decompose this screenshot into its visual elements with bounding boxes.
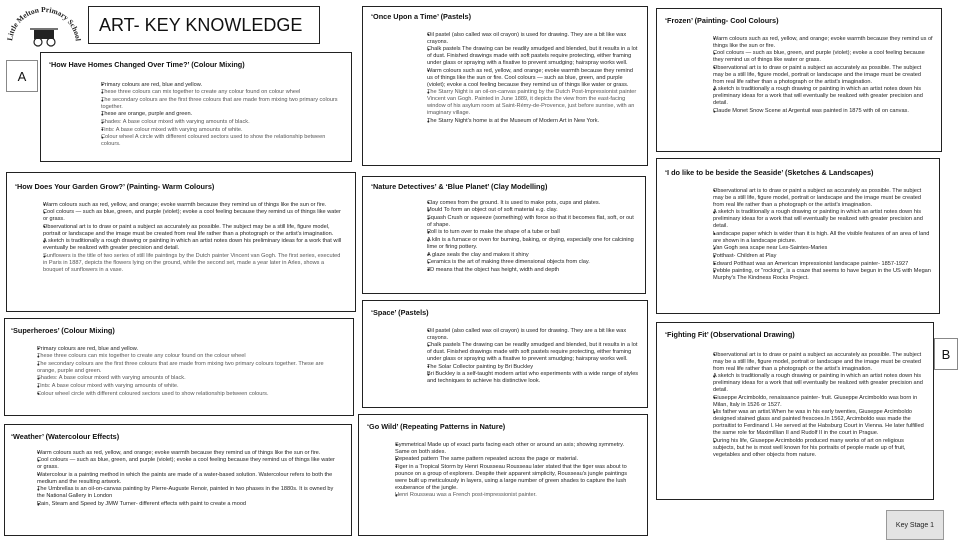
- section-title: ‘I do like to be beside the Seaside’ (Sketches & Landscapes): [665, 168, 874, 177]
- list-item: ● Henri Rousseau was a French post-impressionist painter.: [395, 492, 639, 499]
- section-weather: [4, 424, 352, 536]
- list-item: ● A sketch is traditionally a rough drawing or painting in which an artist notes down his preliminary ideas for a work that will eventually be realized with greater precision and detail.: [713, 373, 925, 394]
- list-item: ● A sketch is traditionally a rough drawing or painting in which an artist notes down his preliminary ideas for a work that will eventually be realized with greater precision and detail.: [43, 238, 345, 252]
- list-item: ● A glaze seals the clay and makes it shiny: [427, 252, 637, 259]
- section-title: ‘Go Wild’ (Repeating Patterns in Nature): [367, 422, 506, 431]
- list-item: ● During his life, Giuseppe Arcimboldo produced many works of art on religious subjects, but he is most well known for his portraits of people made up of fruit, vegetables and other objects from nature.: [713, 438, 925, 459]
- list-item: ● Tints: A base colour mixed with varying amounts of white.: [101, 127, 341, 134]
- list-item: ● The secondary colours are the first three colours that are made from mixing two primary colours together. These are orange, purple and green.: [37, 361, 343, 375]
- list-item: ● Sunflowers is the title of two series of still life paintings by the Dutch painter Vincent van Gogh. The first series, executed in Paris in 1887, depicts the flowers lying on the ground, while the second set, made a year later in Arles, shows a bouquet of sunflowers in a vase.: [43, 253, 345, 274]
- page-title: ART- KEY KNOWLEDGE: [99, 14, 303, 35]
- school-logo: [4, 4, 84, 50]
- list-item: ● Warm colours such as red, yellow, and orange; evoke warmth because they remind us of things like the sun or fire. Cool colours — such as blue, green, and purple (violet); evoke a cool feeling because they remind us of things like water or grass.: [427, 68, 639, 89]
- list-item: ● Shades: A base colour mixed with varying amounts of black.: [37, 375, 343, 382]
- section-go-wild: [358, 414, 648, 536]
- section-title: ‘Nature Detectives’ & ‘Blue Planet’ (Clay Modelling): [371, 182, 548, 191]
- column-tag-a: [6, 60, 38, 92]
- section-fighting-fit: [656, 322, 934, 500]
- list-item: ● Cool colours — such as blue, green, and purple (violet); evoke a cool feeling because they remind us of things like water or grass.: [37, 457, 341, 471]
- list-item: ● Repeated pattern The same pattern repeated across the page or material.: [395, 456, 639, 463]
- key-stage-label: [886, 510, 944, 540]
- section-garden: [6, 172, 356, 312]
- list-item: ● The secondary colours are the first three colours that are made from mixing two primary colours together.: [101, 97, 341, 111]
- section-title: ‘How Have Homes Changed Over Time?’ (Colour Mixing): [49, 60, 245, 69]
- list-item: ● These are orange, purple and green.: [101, 111, 341, 118]
- section-title: ‘Space’ (Pastels): [371, 308, 429, 317]
- section-title: ‘Frozen’ (Painting- Cool Colours): [665, 16, 779, 25]
- list-item: ● These three colours can mix together to create any colour found on the colour wheel: [37, 353, 343, 360]
- list-item: ● Oil pastel (also called wax oil crayon) is used for drawing. They are a bit like wax crayons.: [427, 32, 639, 46]
- bullet-list: [665, 188, 931, 282]
- list-item: ● Cool colours — such as blue, green, and purple (violet); evoke a cool feeling because they remind us of things like water or grass.: [43, 209, 345, 223]
- list-item: ● Observational art is to draw or paint a subject as accurately as possible. The subject may be a still life, figure model, portrait or landscape and the image must be created from real life rather than a photograph or the artist's imagination.: [713, 65, 933, 86]
- section-seaside: [656, 158, 940, 314]
- list-item: ● Pebble painting, or "rocking", is a craze that seems to have begun in the US with Megan Murphy's The Kindness Rocks Project.: [713, 268, 931, 282]
- section-once-upon-a-time: [362, 6, 648, 166]
- section-title: ‘Superheroes’ (Colour Mixing): [11, 326, 115, 335]
- section-title: ‘Weather’ (Watercolour Effects): [11, 432, 120, 441]
- list-item: ● Mould To form an object out of soft material e.g. clay.: [427, 207, 637, 214]
- list-item: ● The Umbrellas is an oil-on-canvas painting by Pierre-Auguste Renoir, painted in two phases in the 1880s. It is owned by the National Gallery in London: [37, 486, 341, 500]
- list-item: ● Oil pastel (also called wax oil crayon) is used for drawing. They are a bit like wax crayons.: [427, 328, 639, 342]
- bullet-list: [665, 352, 925, 459]
- list-item: ● Van Gogh sea scape near Les-Saintes-Maries: [713, 245, 931, 252]
- list-item: ● Cool colours — such as blue, green, and purple (violet); evoke a cool feeling because they remind us of things like water or grass.: [713, 50, 933, 64]
- list-item: ● Observational art is to draw or paint a subject as accurately as possible. The subject may be a still life, figure model, portrait or landscape and the image must be created from real life rather than a photograph or the artist's imagination.: [43, 224, 345, 238]
- list-item: ● Watercolour is a painting method in which the paints are made of a water-based solution. Watercolour refers to both the medium and the resulting artwork.: [37, 472, 341, 486]
- bullet-list: [11, 450, 341, 508]
- list-item: ● A kiln is a furnace or oven for burning, baking, or drying, especially one for calcining lime or firing pottery.: [427, 237, 637, 251]
- list-item: ● The Starry Night's home is at the Museum of Modern Art in New York.: [427, 118, 639, 125]
- list-item: ● Roll is to turn over to make the shape of a tube or ball: [427, 229, 637, 236]
- list-item: ● Potthast- Children at Play: [713, 253, 931, 260]
- bullet-list: [367, 442, 639, 500]
- list-item: ● Shades: A base colour mixed with varying amounts of black.: [101, 119, 341, 126]
- school-logo-text: Little Melton Primary School: [5, 4, 83, 42]
- key-stage-text: Key Stage 1: [895, 521, 935, 529]
- list-item: ● Rain, Steam and Speed by JMW Turner- different effects with paint to create a mood: [37, 501, 341, 508]
- section-nature-detectives: [362, 176, 646, 294]
- list-item: ● Warm colours such as red, yellow, and orange; evoke warmth because they remind us of things like the sun or fire.: [37, 450, 341, 457]
- cart-icon: [30, 29, 58, 46]
- list-item: ● Warm colours such as red, yellow, and orange; evoke warmth because they remind us of things like the sun or fire.: [43, 202, 345, 209]
- list-item: ● Observational art is to draw or paint a subject as accurately as possible. The subject may be a still life, figure model, portrait or landscape and the image must be created from real life rather than a photograph or the artist's imagination.: [713, 188, 931, 209]
- list-item: ● Squash Crush or squeeze (something) with force so that it becomes flat, soft, or out of shape.: [427, 215, 637, 229]
- list-item: ● Ceramics is the art of making three dimensional objects from clay.: [427, 259, 637, 266]
- bullet-list: [11, 346, 343, 398]
- list-item: ● Warm colours such as red, yellow, and orange; evoke warmth because they remind us of things like the sun or fire.: [713, 36, 933, 50]
- section-homes: [40, 52, 352, 162]
- list-item: ● A sketch is traditionally a rough drawing or painting in which an artist notes down his preliminary ideas for a work that will eventually be realized with greater precision and detail.: [713, 86, 933, 107]
- list-item: ● The Starry Night is an oil-on-canvas painting by the Dutch Post-Impressionist painter Vincent van Gogh. Painted in June 1889, it depicts the view from the east-facing window of his asylum room at Saint-Rémy-de-Provence, just before sunrise, with an imaginary village.: [427, 89, 639, 117]
- list-item: ● Chalk pastels The drawing can be readily smudged and blended, but it results in a lot of dust. Finished drawings made with soft pastels require protecting, either framing under glass or spraying with a fixative to prevent smudging; hairspray works well.: [427, 342, 639, 363]
- bullet-list: [371, 328, 639, 386]
- list-item: ● 3D means that the object has height, width and depth: [427, 267, 637, 274]
- column-tag-b-label: B: [941, 346, 951, 362]
- list-item: ● Observational art is to draw or paint a subject as accurately as possible. The subject may be a still life, figure model, portrait or landscape and the image must be created from real life rather than a photograph or the artist's imagination.: [713, 352, 925, 373]
- section-space: [362, 300, 648, 408]
- list-item: ● Primary colours are red, blue and yellow.: [101, 82, 341, 89]
- section-title: ‘Fighting Fit’ (Observational Drawing): [665, 330, 795, 339]
- section-title: ‘Once Upon a Time’ (Pastels): [371, 12, 472, 21]
- section-superheroes: [4, 318, 354, 416]
- bullet-list: [49, 82, 341, 148]
- list-item: ● Chalk pastels The drawing can be readily smudged and blended, but it results in a lot of dust. Finished drawings made with soft pastels require protecting, either framing under glass or spraying with a fixative to prevent smudging; hairspray works well.: [427, 46, 639, 67]
- bullet-list: [371, 200, 637, 274]
- page-title-box: [88, 6, 320, 44]
- list-item: ● His father was an artist.When he was in his early twenties, Giuseppe Arcimboldo designed stained glass and painted frescoes.In 1562, Arcimboldo was made the portraitist to Ferdinand I. He served at the Habsburg Court in Vienna. He later fulfilled the same role for Maximillian II and Rudolf II in the court in Prague.: [713, 409, 925, 437]
- list-item: ● Claude Monet Snow Scene at Argentuil was painted in 1875 with oil on canvas.: [713, 108, 933, 115]
- list-item: ● Edward Potthast was an American impressionist landscape painter- 1857-1927: [713, 261, 931, 268]
- list-item: ● These three colours can mix together to create any colour found on colour wheel: [101, 89, 341, 96]
- column-tag-b: [934, 338, 958, 370]
- section-title: ‘How Does Your Garden Grow?’ (Painting- Warm Colours): [15, 182, 215, 191]
- list-item: ● Tints: A base colour mixed with varying amounts of white.: [37, 383, 343, 390]
- list-item: ● Clay comes from the ground. It is used to make pots, cups and plates.: [427, 200, 637, 207]
- bullet-list: [371, 32, 639, 125]
- list-item: ● Giuseppe Arcimboldo, renaissance painter- fruit. Giuseppe Arcimboldo was born in Milan, Italy in 1526 or 1527.: [713, 395, 925, 409]
- list-item: ● Primary colours are red, blue and yellow.: [37, 346, 343, 353]
- list-item: ● Colour wheel A circle with different coloured sectors used to show the relationship between colours.: [101, 134, 341, 148]
- column-tag-a-label: A: [17, 68, 27, 84]
- list-item: ● Tiger in a Tropical Storm by Henri Rousseau Rousseau later stated that the tiger was about to pounce on a group of explorers. Despite their apparent simplicity, Rousseau's jungle paintings were built up meticulously in layers, using a large number of green shades to capture the lush exuberance of the jungle.: [395, 464, 639, 492]
- list-item: ● Symmetrical Made up of exact parts facing each other or around an axis; showing symmetry. Same on both sides.: [395, 442, 639, 456]
- bullet-list: [15, 202, 345, 274]
- section-frozen: [656, 8, 942, 152]
- list-item: ● Colour wheel circle with different coloured sectors used to show relationship between colours.: [37, 391, 343, 398]
- bullet-list: [665, 36, 933, 115]
- list-item: ● Landscape paper which is wider than it is high. All the visible features of an area of land are shown in a landscape picture.: [713, 231, 931, 245]
- list-item: ● A sketch is traditionally a rough drawing or painting in which an artist notes down his preliminary ideas for a work that will eventually be realized with greater precision and detail.: [713, 209, 931, 230]
- list-item: ● The Solar Collector painting by Bri Buckley: [427, 364, 639, 371]
- list-item: ● Bri Buckley is a self-taught modern artist who experiments with a wide range of styles and techniques to achieve his distinctive look.: [427, 371, 639, 385]
